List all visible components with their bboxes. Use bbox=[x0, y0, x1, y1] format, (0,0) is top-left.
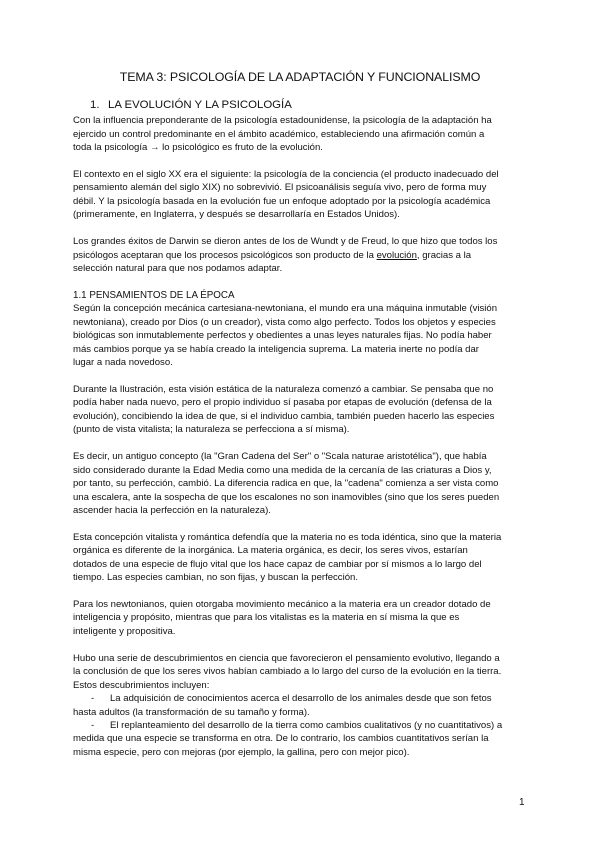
paragraph bbox=[73, 598, 533, 638]
paragraph-line: Según la concepción mecánica cartesiana-newtoniana, el mundo era una máquina inmutable (visión bbox=[73, 303, 498, 315]
section-number: 1. bbox=[90, 99, 100, 111]
paragraph-line: Con la influencia preponderante de la psicología estadounidense, la psicología de la adaptación ha bbox=[73, 115, 492, 127]
paragraph-line: la conclusión de que los seres vivos habían cambiado a lo largo del curso de la evolución en la tierra. bbox=[73, 666, 502, 678]
paragraph-line: inteligencia y propósito, mientras que para los vitalistas es la materia en sí misma la que es bbox=[73, 612, 460, 624]
paragraph bbox=[73, 168, 533, 222]
list-bullet: - bbox=[91, 693, 95, 705]
paragraph-line: podía haber nada nuevo, pero el propio individuo sí pasaba por etapas de evolución (defensa de la bbox=[73, 397, 492, 409]
section-heading-1-1: 1.1 PENSAMIENTOS DE LA ÉPOCA bbox=[73, 289, 235, 301]
paragraph-line: ascender hacia la perfección en la naturaleza). bbox=[73, 504, 271, 516]
list-item-text: hasta adultos (la transformación de su tamaño y forma). bbox=[73, 706, 310, 718]
blank-line bbox=[73, 370, 533, 383]
paragraph-line: sido considerado durante la Edad Media como una medida de la cercanía de las criaturas a Dios y, bbox=[73, 464, 492, 476]
text-segment: psicólogos aceptaran que los procesos psicológicos son producto de la bbox=[73, 249, 377, 261]
paragraph-line: Durante la Ilustración, esta visión estática de la naturaleza comenzó a cambiar. Se pensaba que no bbox=[73, 384, 494, 396]
underlined-term: evolución bbox=[376, 249, 417, 261]
blank-line bbox=[73, 437, 533, 450]
paragraph-line: una escalera, ante la sospecha de que los escalones no son inamovibles (sino que los seres pueden bbox=[73, 491, 500, 503]
list-bullet: - bbox=[91, 719, 95, 731]
list-item-line bbox=[73, 732, 533, 745]
list-item-text: El replanteamiento del desarrollo de la tierra como cambios cualitativos (y no cuantitativos) a bbox=[110, 719, 503, 731]
paragraph-line: tiempo. Las especies cambian, no son fijas, y buscan la perfección. bbox=[73, 572, 358, 584]
section-title: LA EVOLUCIÓN Y LA PSICOLOGÍA bbox=[108, 99, 292, 111]
paragraph bbox=[73, 235, 533, 275]
paragraph bbox=[73, 302, 533, 369]
paragraph-line: Es decir, un antiguo concepto (la "Gran Cadena del Ser" o "Scala naturae aristotélica"), que había bbox=[73, 451, 487, 463]
paragraph-line: dotados de una especie de flujo vital que los hace capaz de cambiar por sí mismos a lo largo del bbox=[73, 558, 482, 570]
list-item-text: La adquisición de conocimientos acerca el desarrollo de los animales desde que son fetos bbox=[110, 693, 492, 705]
paragraph-line: Hubo una serie de descubrimientos en ciencia que favorecieron el pensamiento evolutivo, llegando a bbox=[73, 652, 500, 664]
document-title: TEMA 3: PSICOLOGÍA DE LA ADAPTACIÓN Y FUNCIONALISMO bbox=[119, 70, 481, 84]
list-item-line bbox=[73, 706, 533, 719]
paragraph-line: (punto de vista vitalista; la naturaleza se perfecciona a sí misma). bbox=[73, 424, 350, 436]
list-item bbox=[73, 692, 533, 719]
paragraph-line: inteligente y propositiva. bbox=[73, 625, 176, 637]
paragraph bbox=[73, 652, 533, 692]
blank-line bbox=[73, 585, 533, 598]
blank-line bbox=[73, 222, 533, 235]
section-heading-1 bbox=[90, 99, 292, 111]
paragraph-line bbox=[73, 249, 533, 262]
paragraph-line: Para los newtonianos, quien otorgaba movimiento mecánico a la materia era un creador dotado de bbox=[73, 599, 491, 611]
paragraph-line: ejercido un control predominante en el ámbito académico, estableciendo una afirmación común a bbox=[73, 128, 485, 140]
paragraph-line: lugar a nada novedoso. bbox=[73, 357, 173, 369]
list-item-text: medida que una especie se transforma en otra. De lo contrario, los cambios cuantitativos serían la bbox=[73, 733, 489, 745]
list-item-line bbox=[73, 692, 533, 705]
blank-line bbox=[73, 638, 533, 651]
blank-line bbox=[73, 517, 533, 530]
paragraph-line: Esta concepción vitalista y romántica defendía que la materia no es toda idéntica, sino que la materia bbox=[73, 531, 502, 543]
paragraph-line: débil. Y la psicología basada en la evolución fue un enfoque adoptado por la psicología académica bbox=[73, 195, 491, 207]
paragraph-line: selección natural para que nos podamos adaptar. bbox=[73, 263, 283, 275]
list-item bbox=[73, 719, 533, 759]
paragraph-line: Estos descubrimientos incluyen: bbox=[73, 679, 210, 691]
paragraph-line: (primeramente, en Inglaterra, y después se desarrollaría en Estados Unidos). bbox=[73, 209, 400, 221]
paragraph-line: pensamiento alemán del siglo XIX) no sobrevivió. El psicoanálisis seguía vivo, pero de forma muy bbox=[73, 182, 487, 194]
list-item-line bbox=[73, 746, 533, 759]
paragraph-line: El contexto en el siglo XX era el siguiente: la psicología de la conciencia (el producto inadecuado del bbox=[73, 169, 499, 181]
page-number: 1 bbox=[519, 797, 525, 808]
blank-line bbox=[73, 276, 533, 289]
paragraph-line: más cambios porque ya se había creado la inteligencia suprema. La materia inerte no podía dar bbox=[73, 343, 479, 355]
text-segment: , gracias a la bbox=[416, 249, 472, 261]
paragraph bbox=[73, 450, 533, 517]
paragraph-line: orgánica es diferente de la inorgánica. La materia orgánica, es decir, los seres vivos, estarían bbox=[73, 545, 468, 557]
paragraph-line: biológicas son inmutablemente perfectos y obedientes a unas leyes naturales fijas. No podía haber bbox=[73, 330, 492, 342]
paragraph-line: por tanto, su perfección, cambió. La diferencia radica en que, la "cadena" comienza a ser vista como bbox=[73, 478, 499, 490]
paragraph-line: toda la psicología → lo psicológico es fruto de la evolución. bbox=[73, 142, 323, 154]
list-item-text: misma especie, pero con mejoras (por ejemplo, la gallina, pero con mejor pico). bbox=[73, 746, 410, 758]
paragraph bbox=[73, 114, 533, 154]
list-item-line bbox=[73, 719, 533, 732]
paragraph bbox=[73, 531, 533, 585]
document-body bbox=[73, 114, 533, 759]
paragraph-line: newtoniana), creado por Dios (o un creador), vista como algo perfecto. Todos los objetos y especies bbox=[73, 316, 496, 328]
paragraph-line: evolución), concibiendo la idea de que, si el individuo cambia, también pueden hacerlo las especies bbox=[73, 410, 495, 422]
paragraph bbox=[73, 383, 533, 437]
blank-line bbox=[73, 155, 533, 168]
paragraph-line: Los grandes éxitos de Darwin se dieron antes de los de Wundt y de Freud, lo que hizo que todos los bbox=[73, 236, 498, 248]
